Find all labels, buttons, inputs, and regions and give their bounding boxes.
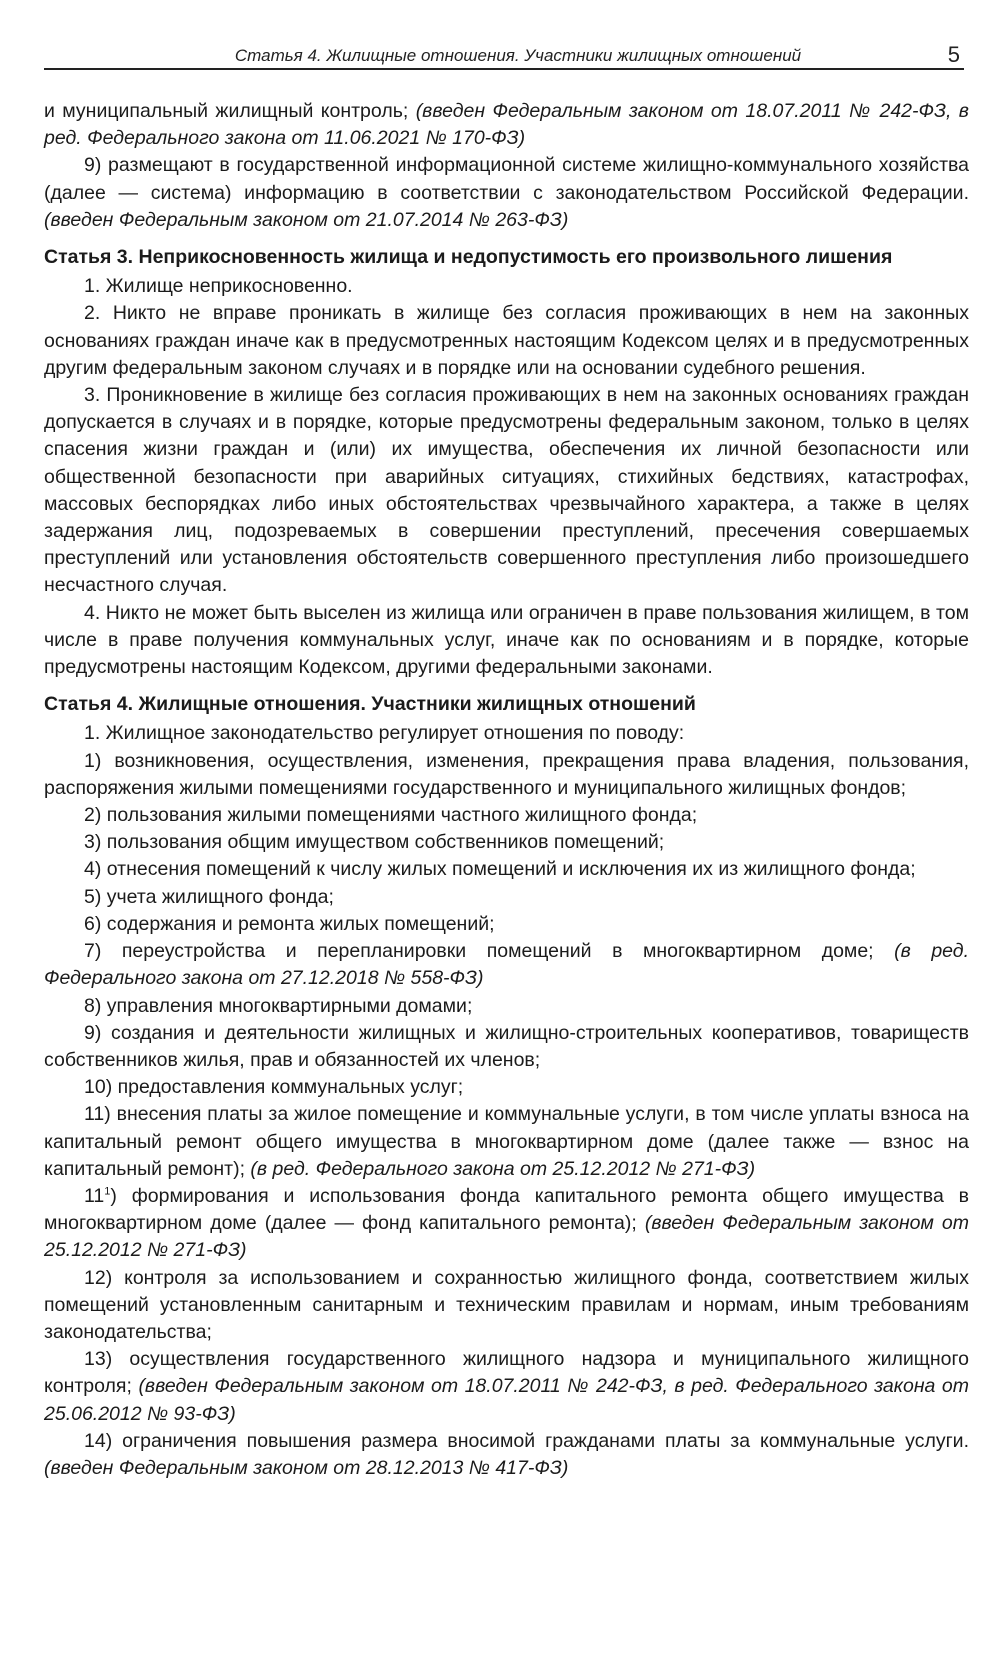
list-item-9: 9) создания и деятельности жилищных и жилищно-строительных кооперативов, товариществ собственников жилья, прав и обязанностей их членов; (44, 1021, 969, 1071)
list-item-2: 2) пользования жилыми помещениями частного жилищного фонда; (84, 804, 698, 827)
list-item-1: 1) возникновения, осуществления, изменения, прекращения права владения, пользования, распоряжения жилыми помещениями государственного и муниципального жилищных фондов; (44, 749, 969, 799)
page-number: 5 (947, 42, 960, 67)
list-item-5: 5) учета жилищного фонда; (84, 885, 334, 908)
article-3-clause-4: 4. Никто не может быть выселен из жилища или ограничен в праве пользования жилищем, в том числе в праве получения коммунальных услуг, иначе как по основаниям и в порядке, которые предусмотрены настоящим Кодексом, другими федеральными законами. (44, 601, 969, 679)
running-title: Статья 4. Жилищные отношения. Участники жилищных отношений (234, 46, 802, 65)
article-3-heading: Статья 3. Неприкосновенность жилища и недопустимость его произвольного лишения (44, 246, 893, 269)
amendment-note: (в ред. Федерального закона от 27.12.2018 № 558-ФЗ) (44, 940, 969, 990)
running-header (44, 40, 964, 70)
amendment-note: (введен Федеральным законом от 21.07.2014 № 263-ФЗ) (44, 208, 569, 231)
paragraph-text: и муниципальный жилищный контроль; (44, 100, 416, 122)
paragraph-intro-2 (44, 152, 969, 234)
list-item-3: 3) пользования общим имуществом собственников помещений; (84, 831, 665, 854)
article-3-clause-2: 2. Никто не вправе проникать в жилище без согласия проживающих в нем на законных основаниях граждан иначе как в предусмотренных настоящим Кодексом целях и в предусмотренных другим федеральным законом случаях и в порядке или на основании судебного решения. (44, 302, 969, 379)
paragraph-text: ) формирования и использования фонда капитального ремонта общего имущества в многоквартирном доме (далее — фонд капитального ремонта); (44, 1184, 969, 1235)
list-item-11-1 (44, 1183, 969, 1265)
paragraph-intro-1 (44, 98, 969, 152)
article-3-clause-1: 1. Жилище неприкосновенно. (84, 275, 353, 298)
article-3-clause-3: 3. Проникновение в жилище без согласия проживающих в нем на законных основаниях граждан допускается в случаях и в порядке, которые предусмотрены федеральным законом, только в целях спасения жизни граждан и (или) их имущества, обеспечения их личной безопасности или общественной безопасности при аварийных ситуациях, стихийных бедствиях, катастрофах, массовых беспорядках либо иных обстоятельствах чрезвычайного характера, а также в целях задержания лиц, подозреваемых в совершении преступлений, пресечения совершаемых преступлений или установления обстоятельств совершенного преступления либо произошедшего несчастного случая. (44, 384, 969, 597)
paragraph-text: 11) внесения платы за жилое помещение и коммунальные услуги, в том числе уплаты взноса на капитальный ремонт общего имущества в многоквартирном доме (далее также — взнос на капитальный ремонт); (44, 1103, 969, 1180)
list-item-11 (44, 1101, 969, 1183)
amendment-note: (введен Федеральным законом от 28.12.2013 № 417-ФЗ) (44, 1456, 569, 1479)
list-item-8: 8) управления многоквартирными домами; (84, 994, 473, 1017)
paragraph-text: 13) осуществления государственного жилищного надзора и муниципального жилищного контроля; (44, 1348, 969, 1398)
list-item-14 (44, 1428, 969, 1482)
item-number: 11 (84, 1184, 105, 1207)
list-item-12: 12) контроля за использованием и сохранностью жилищного фонда, соответствием жилых помещений установленным санитарным и техническим правилам и нормам, иным требованиям законодательства; (44, 1266, 969, 1343)
list-item-13 (44, 1346, 969, 1428)
list-item-4: 4) отнесения помещений к числу жилых помещений и исключения их из жилищного фонда; (84, 858, 916, 881)
list-item-6: 6) содержания и ремонта жилых помещений; (84, 912, 495, 935)
article-4-clause-1: 1. Жилищное законодательство регулирует отношения по поводу: (84, 722, 685, 745)
paragraph-text: 9) размещают в государственной информационной системе жилищно-коммунального хозяйства (далее — система) информацию в соответствии с законодательством Российской Федерации. (44, 154, 969, 204)
amendment-note: (введен Федеральным законом от 25.12.2012 № 271-ФЗ) (44, 1212, 970, 1262)
amendment-note: (введен Федеральным законом от 18.07.2011 № 242-ФЗ, в ред. Федерального закона от 11.06.2021 № 170-ФЗ) (44, 100, 969, 150)
item-superscript: 1 (104, 1185, 111, 1198)
paragraph-text: 7) переустройства и перепланировки помещений в многоквартирном доме; (84, 940, 895, 963)
amendment-note: (введен Федеральным законом от 18.07.2011 № 242-ФЗ, в ред. Федерального закона от 25.06.2012 № 93-ФЗ) (44, 1375, 969, 1425)
paragraph-text: 14) ограничения повышения размера вносимой гражданами платы за коммунальные услуги. (84, 1429, 969, 1452)
article-4-heading: Статья 4. Жилищные отношения. Участники жилищных отношений (44, 693, 696, 716)
list-item-10: 10) предоставления коммунальных услуг; (84, 1076, 464, 1099)
amendment-note: (в ред. Федерального закона от 25.12.2012 № 271-ФЗ) (250, 1157, 756, 1180)
page-body (44, 98, 969, 1482)
list-item-7 (44, 938, 969, 992)
